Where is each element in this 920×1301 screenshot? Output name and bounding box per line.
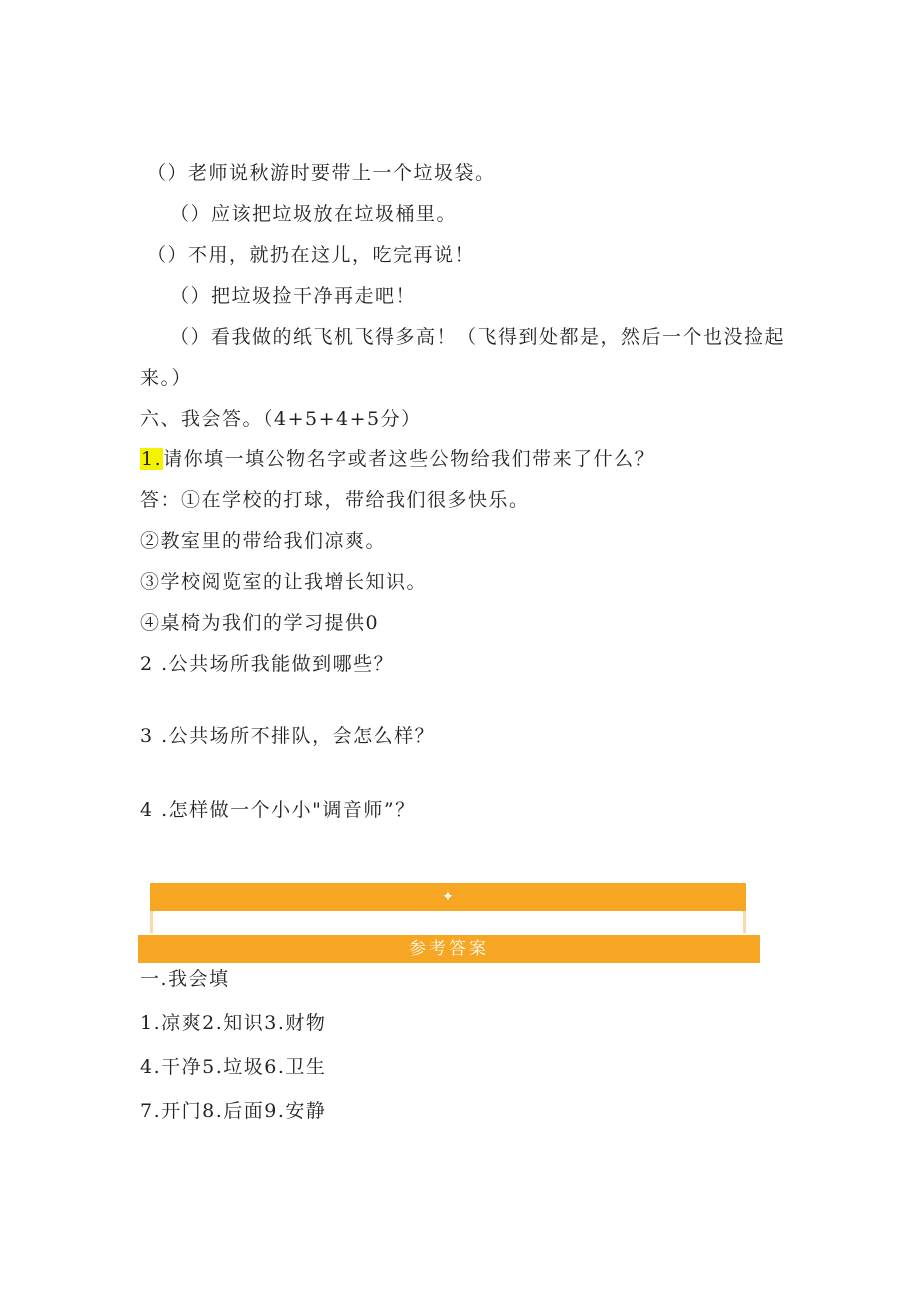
- choice-item-4: （）把垃圾捡干净再走吧！: [170, 285, 417, 307]
- question-2: 2 .公共场所我能做到哪些？: [140, 653, 395, 675]
- question-4: 4 .怎样做一个小小"调音师”？: [140, 799, 416, 821]
- answer-2: ②教室里的带给我们凉爽。: [140, 530, 387, 552]
- question-3: 3 .公共场所不排队，会怎么样？: [140, 725, 436, 747]
- choice-item-3: （）不用，就扔在这儿，吃完再说！: [147, 244, 476, 266]
- reference-heading: 一.我会填: [140, 968, 230, 990]
- banner-divider: [150, 911, 746, 933]
- answer-3: ③学校阅览室的让我增长知识。: [140, 571, 428, 593]
- reference-line-3: 7.开门8.后面9.安静: [140, 1100, 327, 1122]
- reference-answers-banner: 参考答案: [138, 935, 760, 963]
- question-1-number: 1.: [141, 448, 163, 470]
- choice-item-5: （）看我做的纸飞机飞得多高！（飞得到处都是，然后一个也没捡起: [170, 326, 786, 348]
- choice-item-1: （）老师说秋游时要带上一个垃圾袋。: [147, 162, 496, 184]
- reference-line-1: 1.凉爽2.知识3.财物: [140, 1012, 327, 1034]
- choice-item-5-continued: 来。）: [140, 367, 193, 389]
- question-1: [140, 446, 655, 472]
- answer-4: ④桌椅为我们的学习提供0: [140, 612, 380, 634]
- question-1-text: 请你填一填公物名字或者这些公物给我们带来了什么？: [163, 448, 656, 470]
- choice-item-2: （）应该把垃圾放在垃圾桶里。: [170, 203, 458, 225]
- answer-1: 答：①在学校的打球，带给我们很多快乐。: [140, 489, 530, 511]
- section-six-title: 六、我会答。（4+5+4+5分）: [140, 408, 422, 430]
- banner-top-bar: [150, 883, 746, 911]
- star-icon: ✦: [442, 889, 454, 905]
- reference-line-2: 4.干净5.垃圾6.卫生: [140, 1056, 327, 1078]
